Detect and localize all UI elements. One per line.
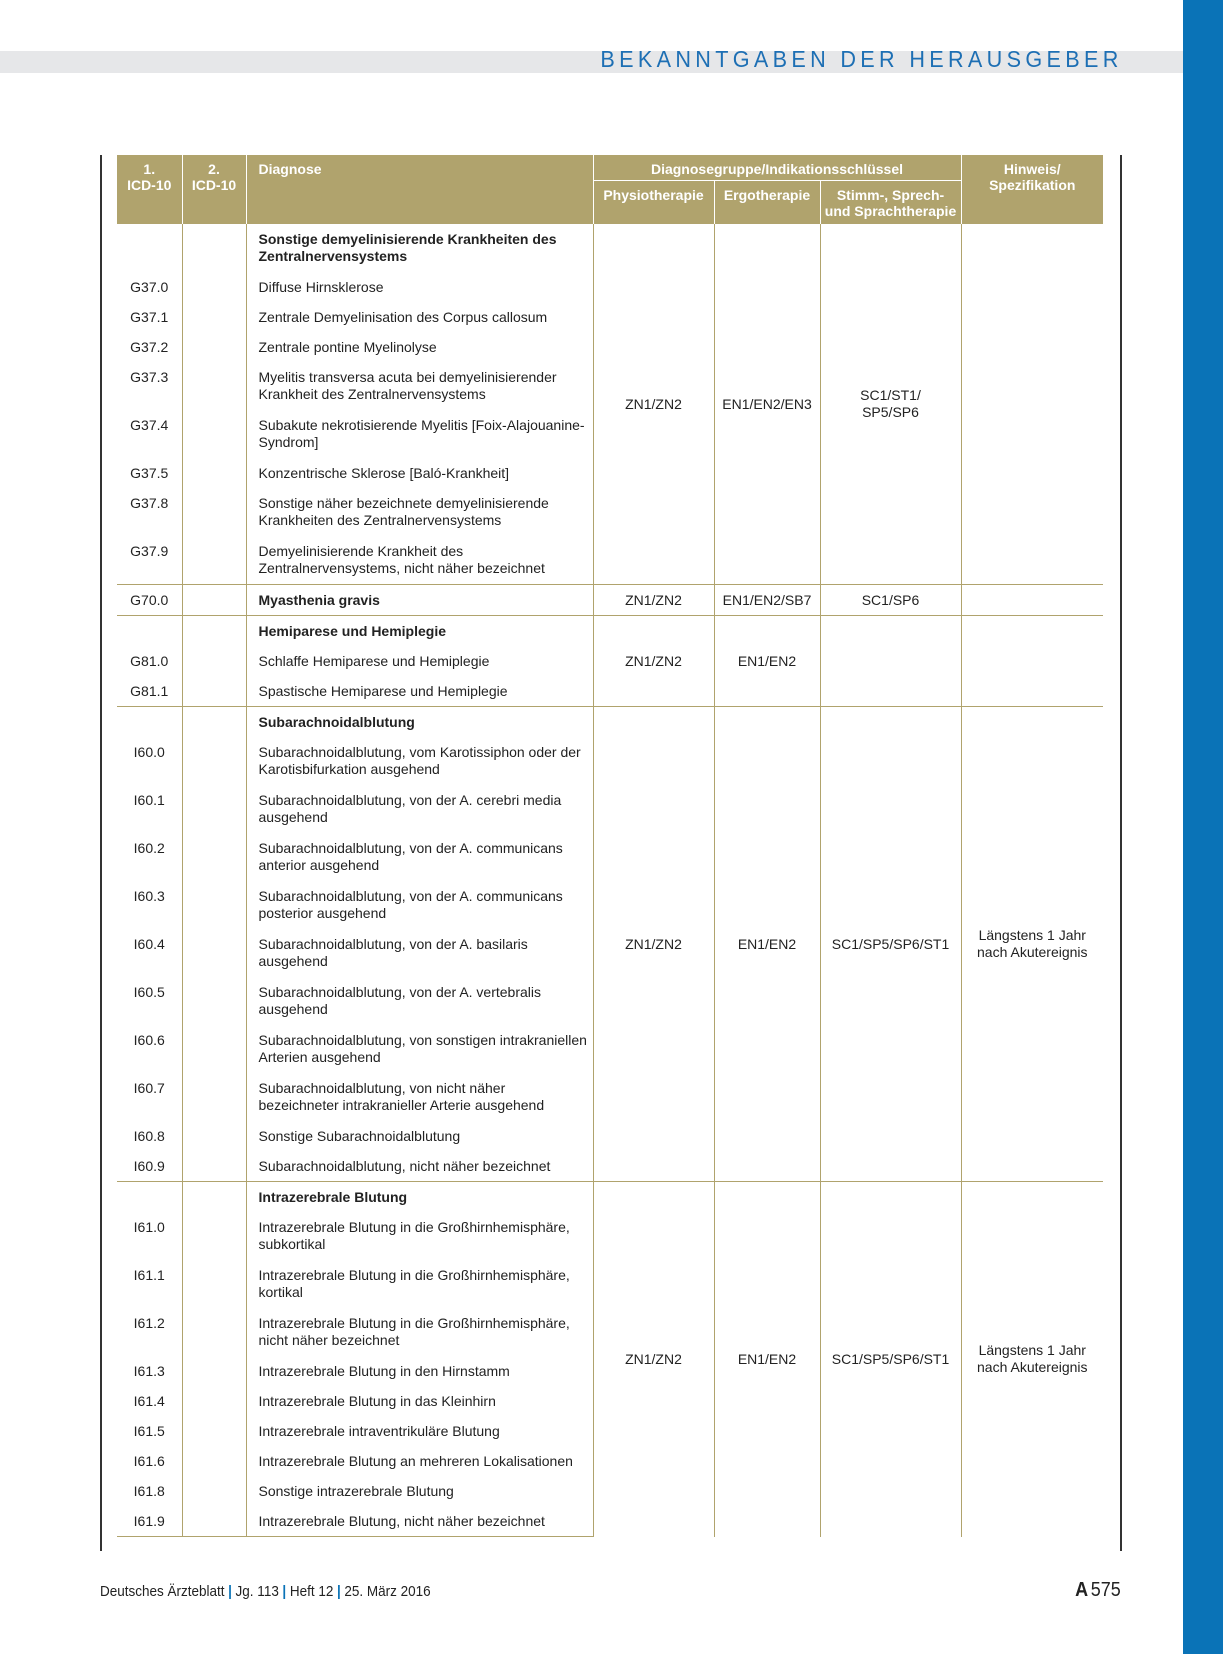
diagnosis-text: Intrazerebrale Blutung an mehreren Lokalisationen xyxy=(246,1446,593,1476)
diagnosis-text: Intrazerebrale Blutung in den Hirnstamm xyxy=(246,1356,593,1386)
icd2-code xyxy=(182,302,246,332)
icd1-code: I61.6 xyxy=(133,1453,165,1469)
icd1-code: I61.1 xyxy=(133,1267,165,1283)
icd2-code xyxy=(182,332,246,362)
diagnosis-text: Subarachnoidalblutung, von nicht näher bezeichneter intrakranieller Arterie ausgehend xyxy=(246,1073,593,1121)
sprachtherapie-key-value: SC1/SP6 xyxy=(861,591,920,608)
hinweis-text xyxy=(961,707,1103,1182)
footer-journal: Deutsches Ärzteblatt xyxy=(100,1583,225,1600)
icd2-code xyxy=(182,646,246,676)
icd1-code: I60.6 xyxy=(133,1032,165,1048)
diagnosis-text: Demyelinisierende Krankheit des Zentralnervensystems, nicht näher bezeichnet xyxy=(246,536,593,585)
icd1-code: G81.0 xyxy=(130,653,169,669)
ergotherapie-key-value: EN1/EN2 xyxy=(737,935,797,952)
icd2-code xyxy=(182,1073,246,1121)
hinweis-text-value: Längstens 1 Jahr nach Akutereignis xyxy=(977,1342,1088,1376)
ergotherapie-key-value: EN1/EN2/EN3 xyxy=(722,395,812,412)
diagnosis-text: Intrazerebrale Blutung, nicht näher bezeichnet xyxy=(246,1506,593,1537)
icd1-code: I61.9 xyxy=(117,1506,182,1537)
diagnosis-text: Konzentrische Sklerose [Baló-Krankheit] xyxy=(246,458,593,488)
ergotherapie-key-value: EN1/EN2 xyxy=(737,652,797,669)
diagnosis-text: Myelitis transversa acuta bei demyelinisierender Krankheit des Zentralnervensystems xyxy=(246,362,593,410)
icd1-code: G37.4 xyxy=(130,417,169,433)
blue-sidebar xyxy=(1183,0,1223,1654)
hinweis-text xyxy=(961,1182,1103,1537)
header-physiotherapie: Physiotherapie xyxy=(593,181,714,224)
icd2-code xyxy=(182,1121,246,1151)
diagnosis-text: Subarachnoidalblutung, vom Karotissiphon oder der Karotisbifurkation ausgehend xyxy=(246,737,593,785)
icd1-code xyxy=(117,1182,182,1213)
diagnosis-text: Subarachnoidalblutung, von sonstigen intrakraniellen Arterien ausgehend xyxy=(246,1025,593,1073)
hinweis-text-value: Längstens 1 Jahr nach Akutereignis xyxy=(977,927,1088,960)
icd1-code: I61.8 xyxy=(133,1483,165,1499)
icd1-code: I61.2 xyxy=(133,1315,165,1331)
diagnosis-text: Subarachnoidalblutung, von der A. communicans posterior ausgehend xyxy=(246,881,593,929)
icd2-code xyxy=(182,536,246,585)
hinweis-text xyxy=(961,224,1103,585)
table-row xyxy=(117,1182,1103,1213)
icd2-code xyxy=(182,1446,246,1476)
icd1-code: I60.1 xyxy=(133,792,165,808)
physiotherapie-key-value: ZN1/ZN2 xyxy=(625,1350,682,1367)
physiotherapie-key xyxy=(593,585,714,616)
icd2-code xyxy=(182,458,246,488)
right-rule xyxy=(1120,155,1122,1551)
icd1-code: I60.8 xyxy=(133,1128,165,1144)
table-header xyxy=(117,155,1103,224)
icd1-code: G37.0 xyxy=(130,279,169,295)
diagnosis-text: Intrazerebrale Blutung xyxy=(246,1182,593,1213)
footer-separator: | xyxy=(336,1583,341,1600)
footer-volume: Jg. 113 xyxy=(235,1583,279,1600)
icd1-code xyxy=(117,707,182,738)
icd1-code: I61.0 xyxy=(133,1219,165,1235)
diagnosis-text: Subarachnoidalblutung, von der A. basilaris ausgehend xyxy=(246,929,593,977)
diagnosis-text: Zentrale pontine Myelinolyse xyxy=(246,332,593,362)
icd1-code: I60.5 xyxy=(133,984,165,1000)
icd1-code: G37.5 xyxy=(130,465,169,481)
diagnosis-text: Intrazerebrale Blutung in das Kleinhirn xyxy=(246,1386,593,1416)
icd2-code xyxy=(182,616,246,647)
icd1-code xyxy=(117,616,182,647)
ergotherapie-key xyxy=(714,616,820,707)
diagnosis-text: Subarachnoidalblutung xyxy=(246,707,593,738)
physiotherapie-key xyxy=(593,1182,714,1537)
icd1-code: G37.2 xyxy=(130,339,169,355)
diagnosis-text: Subarachnoidalblutung, nicht näher bezeichnet xyxy=(246,1151,593,1182)
icd2-code xyxy=(182,1416,246,1446)
icd1-code: I60.7 xyxy=(133,1080,165,1096)
footer-date: 25. März 2016 xyxy=(344,1583,431,1600)
sprachtherapie-key xyxy=(820,616,961,707)
physiotherapie-key xyxy=(593,616,714,707)
icd2-code xyxy=(182,929,246,977)
table-body xyxy=(117,224,1103,1537)
physiotherapie-key-value: ZN1/ZN2 xyxy=(625,395,682,412)
icd2-code xyxy=(182,272,246,302)
icd2-code xyxy=(182,785,246,833)
physiotherapie-key-value: ZN1/ZN2 xyxy=(625,935,682,952)
icd2-code xyxy=(182,1506,246,1537)
icd2-code xyxy=(182,707,246,738)
hinweis-text xyxy=(961,616,1103,707)
footer-issue: Heft 12 xyxy=(289,1583,334,1600)
header-hinweis: Hinweis/ Spezifikation xyxy=(961,155,1103,224)
ergotherapie-key-value: EN1/EN2/SB7 xyxy=(722,591,812,608)
physiotherapie-key xyxy=(593,224,714,585)
icd2-code xyxy=(182,1212,246,1260)
diagnosis-text: Subakute nekrotisierende Myelitis [Foix-Alajouanine-Syndrom] xyxy=(246,410,593,458)
diagnosis-text: Spastische Hemiparese und Hemiplegie xyxy=(246,676,593,707)
diagnosis-text: Subarachnoidalblutung, von der A. cerebri media ausgehend xyxy=(246,785,593,833)
diagnosis-text: Myasthenia gravis xyxy=(246,585,593,616)
page-prefix: A xyxy=(1075,1579,1089,1601)
icd2-code xyxy=(182,488,246,536)
icd1-code: G37.9 xyxy=(130,543,169,559)
icd2-code xyxy=(182,1356,246,1386)
page-number xyxy=(1075,1579,1121,1602)
icd1-code: G81.1 xyxy=(130,683,169,699)
hinweis-text xyxy=(961,585,1103,616)
footer-separator: | xyxy=(282,1583,287,1600)
table-row xyxy=(117,616,1103,647)
diagnosis-text: Sonstige intrazerebrale Blutung xyxy=(246,1476,593,1506)
icd1-code: I61.3 xyxy=(133,1363,165,1379)
icd1-code: G37.3 xyxy=(130,369,169,385)
icd2-code xyxy=(182,1182,246,1213)
left-rule xyxy=(100,155,102,1551)
table-row xyxy=(117,224,1103,273)
icd2-code xyxy=(182,977,246,1025)
diagnosis-text: Diffuse Hirnsklerose xyxy=(246,272,593,302)
table-row xyxy=(117,585,1103,616)
icd1-code: I61.5 xyxy=(133,1423,165,1439)
diagnosis-text: Intrazerebrale intraventrikuläre Blutung xyxy=(246,1416,593,1446)
page-number-value: 575 xyxy=(1090,1579,1121,1601)
icd1-code: I61.4 xyxy=(133,1393,165,1409)
icd2-code xyxy=(182,881,246,929)
icd2-code xyxy=(182,1308,246,1356)
header-icd1: 1. ICD-10 xyxy=(117,155,182,224)
header-diagnosegruppe: Diagnosegruppe/Indikationsschlüssel xyxy=(593,155,961,181)
icd1-code: I60.3 xyxy=(133,888,165,904)
diagnosis-text: Sonstige näher bezeichnete demyelinisierende Krankheiten des Zentralnervensystems xyxy=(246,488,593,536)
ergotherapie-key-value: EN1/EN2 xyxy=(737,1350,797,1367)
header-diagnosis: Diagnose xyxy=(246,155,593,224)
icd2-code xyxy=(182,585,246,616)
diagnosis-text: Intrazerebrale Blutung in die Großhirnhemisphäre, kortikal xyxy=(246,1260,593,1308)
icd1-code: I60.0 xyxy=(133,744,165,760)
header-ergotherapie: Ergotherapie xyxy=(714,181,820,224)
sprachtherapie-key-value: SC1/ST1/ SP5/SP6 xyxy=(860,387,921,420)
diagnosis-text: Subarachnoidalblutung, von der A. communicans anterior ausgehend xyxy=(246,833,593,881)
icd2-code xyxy=(182,224,246,273)
header-sprachtherapie: Stimm-, Sprech- und Sprachtherapie xyxy=(820,181,961,224)
ergotherapie-key xyxy=(714,224,820,585)
diagnosis-text: Intrazerebrale Blutung in die Großhirnhemisphäre, nicht näher bezeichnet xyxy=(246,1308,593,1356)
icd2-code xyxy=(182,1386,246,1416)
diagnosis-text: Sonstige Subarachnoidalblutung xyxy=(246,1121,593,1151)
physiotherapie-key-value: ZN1/ZN2 xyxy=(625,652,682,669)
icd2-code xyxy=(182,1260,246,1308)
physiotherapie-key-value: ZN1/ZN2 xyxy=(625,591,682,608)
icd1-code: I60.2 xyxy=(133,840,165,856)
header-icd2: 2. ICD-10 xyxy=(182,155,246,224)
ergotherapie-key xyxy=(714,585,820,616)
icd2-code xyxy=(182,676,246,707)
icd2-code xyxy=(182,1151,246,1182)
sprachtherapie-key xyxy=(820,224,961,585)
sprachtherapie-key-value: SC1/SP5/SP6/ST1 xyxy=(831,1350,950,1367)
diagnosis-text: Sonstige demyelinisierende Krankheiten des Zentralnervensystems xyxy=(246,224,593,273)
diagnosis-text: Hemiparese und Hemiplegie xyxy=(246,616,593,647)
icd1-code xyxy=(117,224,182,273)
ergotherapie-key xyxy=(714,707,820,1182)
sprachtherapie-key xyxy=(820,707,961,1182)
icd1-code: I60.4 xyxy=(133,936,165,952)
sprachtherapie-key xyxy=(820,585,961,616)
diagnosis-text: Intrazerebrale Blutung in die Großhirnhemisphäre, subkortikal xyxy=(246,1212,593,1260)
section-title: BEKANNTGABEN DER HERAUSGEBER xyxy=(600,46,1123,72)
icd2-code xyxy=(182,362,246,410)
icd1-code: G70.0 xyxy=(117,585,182,616)
ergotherapie-key xyxy=(714,1182,820,1537)
sprachtherapie-key-value: SC1/SP5/SP6/ST1 xyxy=(831,935,950,952)
table-row xyxy=(117,707,1103,738)
icd2-code xyxy=(182,737,246,785)
physiotherapie-key xyxy=(593,707,714,1182)
diagnosis-text: Subarachnoidalblutung, von der A. vertebralis ausgehend xyxy=(246,977,593,1025)
diagnosis-table xyxy=(117,155,1103,1537)
icd1-code: G37.8 xyxy=(130,495,169,511)
diagnosis-text: Schlaffe Hemiparese und Hemiplegie xyxy=(246,646,593,676)
icd2-code xyxy=(182,410,246,458)
diagnosis-text: Zentrale Demyelinisation des Corpus callosum xyxy=(246,302,593,332)
icd1-code: I60.9 xyxy=(133,1158,165,1174)
footer-citation xyxy=(100,1583,431,1600)
icd1-code: G37.1 xyxy=(130,309,169,325)
icd2-code xyxy=(182,1476,246,1506)
icd2-code xyxy=(182,833,246,881)
icd2-code xyxy=(182,1025,246,1073)
sprachtherapie-key xyxy=(820,1182,961,1537)
footer-separator: | xyxy=(228,1583,232,1600)
